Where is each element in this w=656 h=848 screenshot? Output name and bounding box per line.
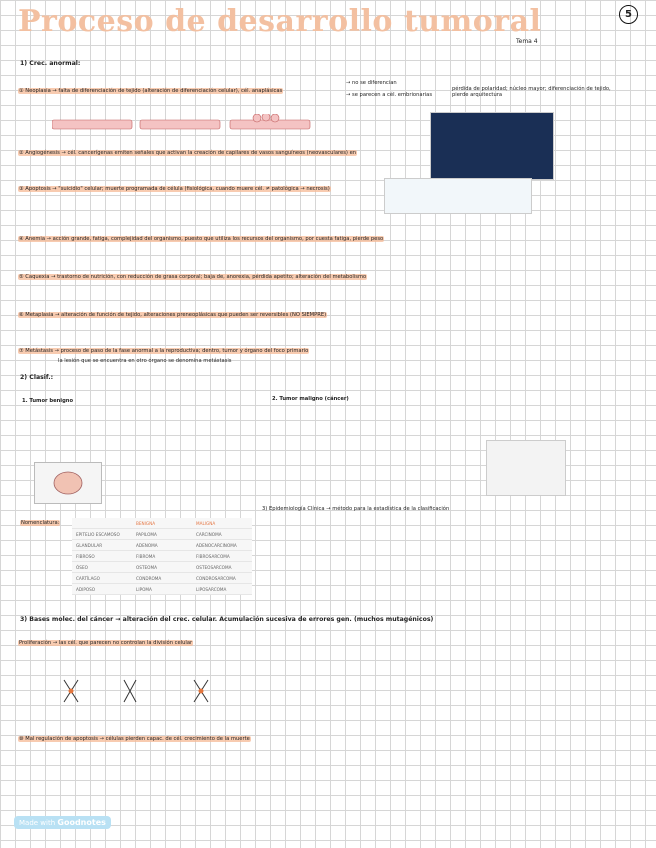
- note-line: ④ Anemia → acción grande, fatiga, complejidad del organismo, puesto que utiliza los recursos del organismo, por cuesta fatiga, pierde peso: [19, 236, 384, 242]
- table-cell: ÓSEO: [72, 562, 132, 573]
- note-line: ⑤ Caquexia → trastorno de nutrición, con reducción de grasa corporal; baja de, anorexia, pérdida apetito; alteración del metabolismo: [19, 274, 367, 280]
- table-cell: ADIPOSO: [72, 584, 132, 595]
- table-cell: OSTEOMA: [132, 562, 192, 573]
- table-row: [72, 584, 252, 595]
- table-row: [72, 529, 252, 540]
- section-heading: 1) Crec. anormal:: [20, 60, 81, 67]
- table-cell: LIPOSARCOMA: [192, 584, 252, 595]
- table-header: BENIGNA: [132, 518, 192, 529]
- section-heading: 2) Clasif.:: [20, 374, 54, 381]
- page-number: 5: [619, 5, 638, 24]
- table-cell: OSTEOSARCOMA: [192, 562, 252, 573]
- note-line: la lesión que se encuentra en otro órgano se denomina metástasis: [58, 358, 232, 364]
- table-row: [72, 573, 252, 584]
- subheading: Nomenclatura:: [21, 520, 60, 526]
- note-line: → se parecen a cél. embrionarias: [346, 92, 433, 98]
- tissue-illustration: [52, 114, 317, 130]
- note-line: pérdida de polaridad; núcleo mayor; diferenciación de tejido, pierde arquitectura: [452, 86, 611, 98]
- table-cell: EPITELIO ESCAMOSO: [72, 529, 132, 540]
- benign-tumor-figure: [34, 462, 102, 504]
- page-title: Proceso de desarrollo tumoral: [18, 4, 542, 39]
- table-cell: CARCINOMA: [192, 529, 252, 540]
- table-row: [72, 562, 252, 573]
- angiogenesis-figure: [430, 112, 554, 180]
- table-cell: ADENOMA: [132, 540, 192, 551]
- table-cell: GLANDULAR: [72, 540, 132, 551]
- note-line: ⑦ Metástasis → proceso de paso de la fase anormal a la reproductiva; dentro, tumor y órgano del foco primario: [19, 348, 309, 354]
- table-cell: CARTÍLAGO: [72, 573, 132, 584]
- section-heading: 3) Bases molec. del cáncer → alteración del crec. celular. Acumulación sucesiva de errores gen. (muchos mutagénicos): [20, 616, 434, 623]
- table-cell: LIPOMA: [132, 584, 192, 595]
- note-line: ⑥ Metaplasia → alteración de función de tejido, alteraciones preneoplásicas que pueden ser reversibles (NO SIEMPRE): [19, 312, 327, 318]
- table-row: [72, 540, 252, 551]
- note-line: ③ Apoptosis → "suicidio" celular; muerte programada de célula (fisiológica, cuando muere cél. ≠ patológica → necrosis): [19, 186, 330, 192]
- note-line: ⑩ Mal regulación de apoptosis → células pierden capac. de cél. crecimiento de la muerte: [19, 736, 250, 742]
- subheading: 2. Tumor maligno (cáncer): [272, 396, 349, 402]
- made-with-badge: Made with Goodnotes: [14, 816, 111, 829]
- table-row: [72, 518, 252, 529]
- table-header: MALIGNA: [192, 518, 252, 529]
- note-line: → no se diferencian: [346, 80, 397, 86]
- table-row: [72, 551, 252, 562]
- table-cell: ADENOCARCINOMA: [192, 540, 252, 551]
- note-line: ② Angiogénesis → cél. cancerígenas emiten señales que activan la creación de capilares de vasos sanguíneos (neovasculares) en: [19, 150, 357, 156]
- malignant-tumor-figure: [486, 440, 566, 496]
- table-cell: FIBROMA: [132, 551, 192, 562]
- table-cell: FIBROSARCOMA: [192, 551, 252, 562]
- table-cell: CONDROMA: [132, 573, 192, 584]
- table-cell: CONDROSARCOMA: [192, 573, 252, 584]
- subheading: 1. Tumor benigno: [22, 398, 74, 404]
- table-cell: PAPILOMA: [132, 529, 192, 540]
- topic-label: Tema 4: [516, 38, 538, 45]
- nomenclature-table: [72, 518, 252, 595]
- note-line: Proliferación → las cél. que parecen no controlan la división celular: [19, 640, 193, 646]
- table-cell: FIBROSO: [72, 551, 132, 562]
- note-line: ① Neoplasia → falta de diferenciación de tejido (alteración de diferenciación celular), cél. anaplásicas: [19, 88, 283, 94]
- chromosome-figure: [44, 676, 264, 712]
- apoptosis-figure: [384, 178, 532, 214]
- note-line: 3) Epidemiología Clínica → método para la estadística de la clasificación: [262, 506, 450, 512]
